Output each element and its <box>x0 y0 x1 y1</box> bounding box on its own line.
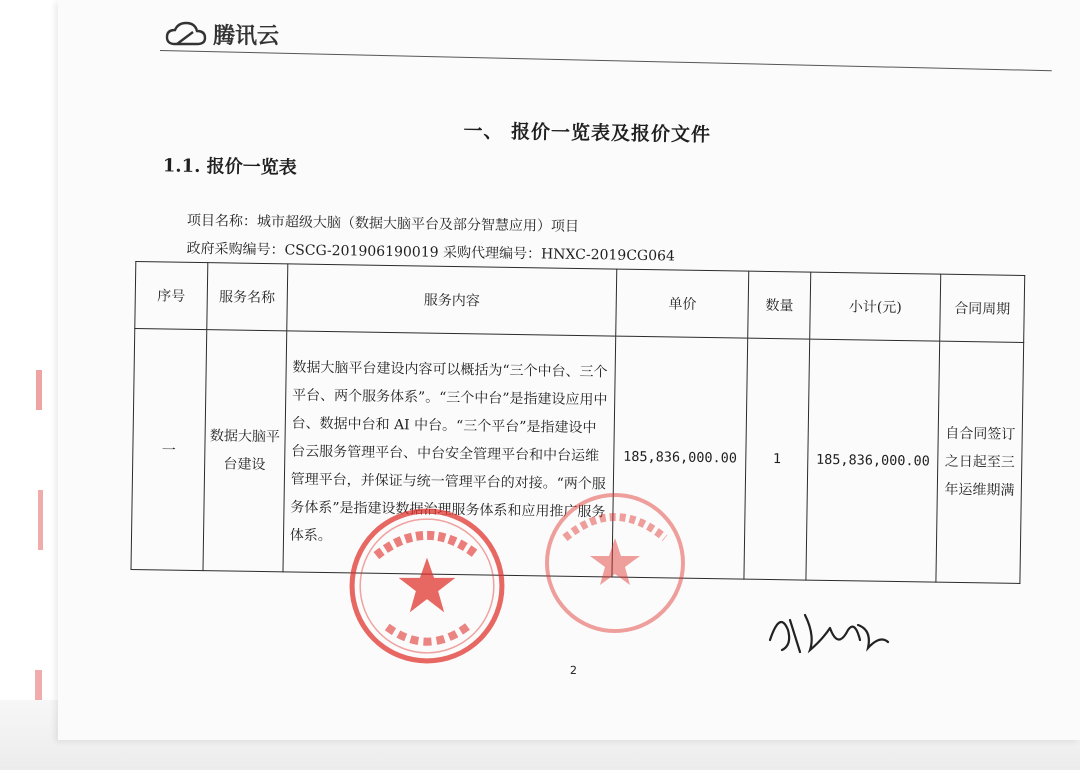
subsection-title: 1.1. 报价一览表 <box>162 155 297 179</box>
handwritten-signature <box>760 600 900 660</box>
company-seal <box>346 505 508 667</box>
cell-index: 一 <box>131 329 207 571</box>
cell-unit-price: 185,836,000.00 <box>612 336 748 579</box>
header-service-content: 服务内容 <box>287 264 617 336</box>
header-contract-period: 合同周期 <box>940 274 1025 342</box>
logo-text: 腾讯云 <box>213 23 280 49</box>
page-number: 2 <box>569 663 578 677</box>
cell-contract-period: 自合同签订之日起至三年运维期满 <box>936 341 1024 583</box>
cell-subtotal: 185,836,000.00 <box>806 339 940 582</box>
cell-service-content: 数据大脑平台建设内容可以概括为“三个中台、三个平台、两个服务体系”。“三个中台”是指建设应用中台、数据中台和 AI 中台。“三个平台”是指建设中台云服务管理平台、中台安全管理平台和中台运维管理平台，并保证与统一管理平台的对接。“两个服务体系”是指建设数据治理服务体系和应用推广服务体系。 <box>283 331 616 577</box>
header-index: 序号 <box>135 262 208 330</box>
section-title: 一、 报价一览表及报价文件 <box>463 120 712 147</box>
header-subtotal: 小计(元) <box>810 272 941 341</box>
second-seal <box>540 488 690 638</box>
cell-service-name: 数据大脑平台建设 <box>203 330 287 572</box>
header-unit-price: 单价 <box>616 269 749 338</box>
header-service-name: 服务名称 <box>207 263 288 331</box>
header-quantity: 数量 <box>748 271 811 339</box>
project-name: 项目名称：城市超级大脑（数据大脑平台及部分智慧应用）项目 <box>186 212 580 235</box>
procurement-numbers: 政府采购编号：CSCG-201906190019 采购代理编号：HNXC-2019CG064 <box>186 240 676 265</box>
cell-quantity: 1 <box>744 338 810 580</box>
